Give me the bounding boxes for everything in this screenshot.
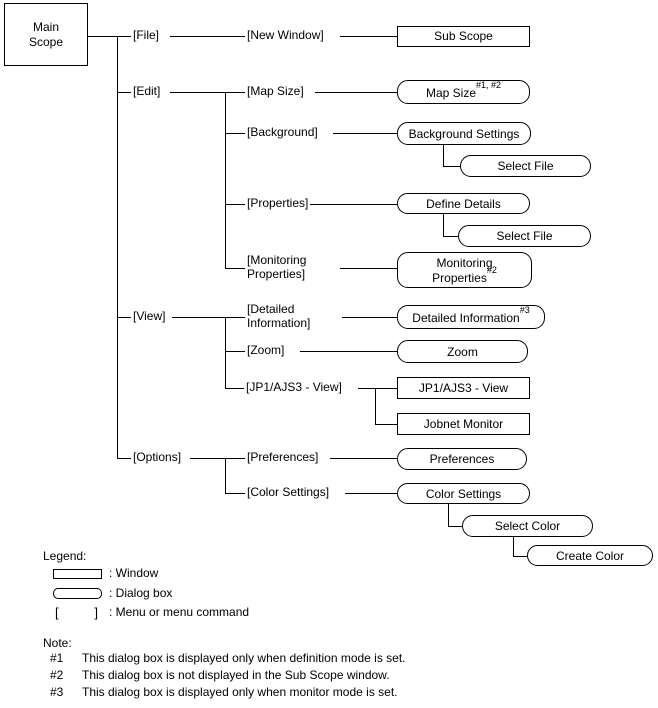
legend-menu-symbol [55,605,98,620]
dialog-select-file-properties [458,225,591,247]
command-properties: [Properties] [247,196,309,210]
window-jp1-ajs3-view [397,377,530,399]
connector-line [225,268,245,269]
legend-title: Legend: [43,549,87,563]
dialog-detailed-information [397,305,545,329]
connector-line [225,493,245,494]
connector-line [225,458,245,459]
footnote-ref: #1, #2 [476,79,502,90]
menu-edit: [Edit] [133,84,161,98]
connector-line [225,204,245,205]
connector-line [315,92,397,93]
dialog-select-color [462,515,593,537]
command-map-size: [Map Size] [247,84,304,98]
command-monitoring-properties [245,253,308,281]
connector-line [117,317,131,318]
command-color-settings: [Color Settings] [247,485,330,499]
legend-dialog-label: : Dialog box [109,586,173,600]
command-background: [Background] [247,125,318,139]
dialog-monitoring-properties-line2: Properties$^{\#2}$ [432,264,497,285]
main-scope-label-line2: Scope [28,34,64,49]
dialog-monitoring-properties-line1: Monitoring [436,255,493,270]
dialog-background-settings-label: Background Settings [408,126,520,141]
connector-line [443,145,444,167]
legend-window-symbol [53,569,102,579]
main-scope-window-node [4,3,88,66]
connector-line [88,36,133,37]
trunk-line [117,36,118,459]
connector-line [448,526,462,527]
note-ref-1: #1 [50,651,64,665]
command-detailed-information-line1: [Detailed [247,302,295,316]
dialog-zoom [397,340,528,363]
view-branch-line [225,317,226,389]
connector-line [172,317,225,318]
connector-line [117,458,131,459]
note-text-3: This dialog box is displayed only when monitor mode is set. [82,685,398,699]
legend-menu-label: : Menu or menu command [109,605,250,619]
note-ref-3: #3 [50,685,64,699]
window-jobnet-monitor-label: Jobnet Monitor [423,416,504,431]
connector-line [225,133,245,134]
connector-line [333,133,397,134]
connector-line [513,556,527,557]
connector-line [225,388,245,389]
connector-line [443,214,444,237]
dialog-preferences [397,448,527,470]
note-text-2: This dialog box is not displayed in the Sub Scope window. [82,668,390,682]
window-jobnet-monitor [397,413,530,435]
connector-line [513,537,514,557]
connector-line [340,268,397,269]
dialog-monitoring-properties [397,252,532,288]
connector-line [443,166,460,167]
menu-view: [View] [133,309,166,323]
command-zoom: [Zoom] [247,343,285,357]
connector-line [375,424,397,425]
connector-line [375,388,397,389]
dialog-background-settings [397,122,531,145]
connector-line [330,458,397,459]
note-ref-2: #2 [50,668,64,682]
footnote-ref: #3 [519,304,530,315]
connector-line [345,493,397,494]
dialog-select-file-label: Select File [496,229,553,243]
command-detailed-information-line2: Information] [247,316,311,330]
command-detailed-information [245,302,312,330]
dialog-detailed-information-label: Detailed Information$^{\#3}$ [412,304,530,325]
dialog-select-file-background [460,155,591,177]
window-sub-scope [397,26,530,47]
dialog-map-size-label: Map Size$^{\#1, \#2}$ [425,79,502,100]
options-branch-line [225,458,226,494]
footnote-ref: #2 [486,264,497,275]
connector-line [310,204,397,205]
connector-line [358,388,375,389]
note-text-1: This dialog box is displayed only when definition mode is set. [82,651,406,665]
dialog-create-color [527,545,653,566]
command-jp1-ajs3-view: [JP1/AJS3 - View] [246,380,342,394]
legend-bracket-close: ] [94,605,98,620]
dialog-color-settings-label: Color Settings [425,486,502,501]
connector-line [443,236,458,237]
connector-line [225,92,245,93]
dialog-zoom-label: Zoom [447,344,478,359]
menu-options: [Options] [133,450,182,464]
command-monitoring-properties-line2: Properties] [247,267,306,281]
connector-line [375,388,376,425]
dialog-color-settings [397,483,530,504]
dialog-select-file-label: Select File [497,159,554,173]
connector-line [225,351,245,352]
command-preferences: [Preferences] [247,450,319,464]
note-title: Note: [43,636,72,650]
connector-line [342,317,397,318]
legend-bracket-open: [ [55,605,59,620]
dialog-define-details-label: Define Details [426,196,501,211]
main-scope-label-line1: Main [32,19,59,34]
connector-line [170,36,245,37]
command-new-window: [New Window] [247,28,324,42]
connector-line [170,92,225,93]
connector-line [448,503,449,527]
dialog-preferences-label: Preferences [429,452,495,466]
command-monitoring-properties-line1: [Monitoring [247,253,307,267]
connector-line [300,351,397,352]
dialog-create-color-label: Create Color [555,548,625,563]
edit-branch-line [225,92,226,269]
dialog-define-details [397,193,530,214]
dialog-map-size [397,80,530,104]
connector-line [225,317,245,318]
connector-line [340,36,397,37]
dialog-select-color-label: Select Color [494,519,561,533]
legend-window-label: : Window [109,566,159,580]
menu-file: [File] [133,28,160,42]
connector-line [117,92,131,93]
connector-line [190,458,225,459]
window-sub-scope-label: Sub Scope [434,29,493,43]
legend-dialog-symbol [53,588,102,599]
window-jp1-ajs3-view-label: JP1/AJS3 - View [418,380,509,395]
